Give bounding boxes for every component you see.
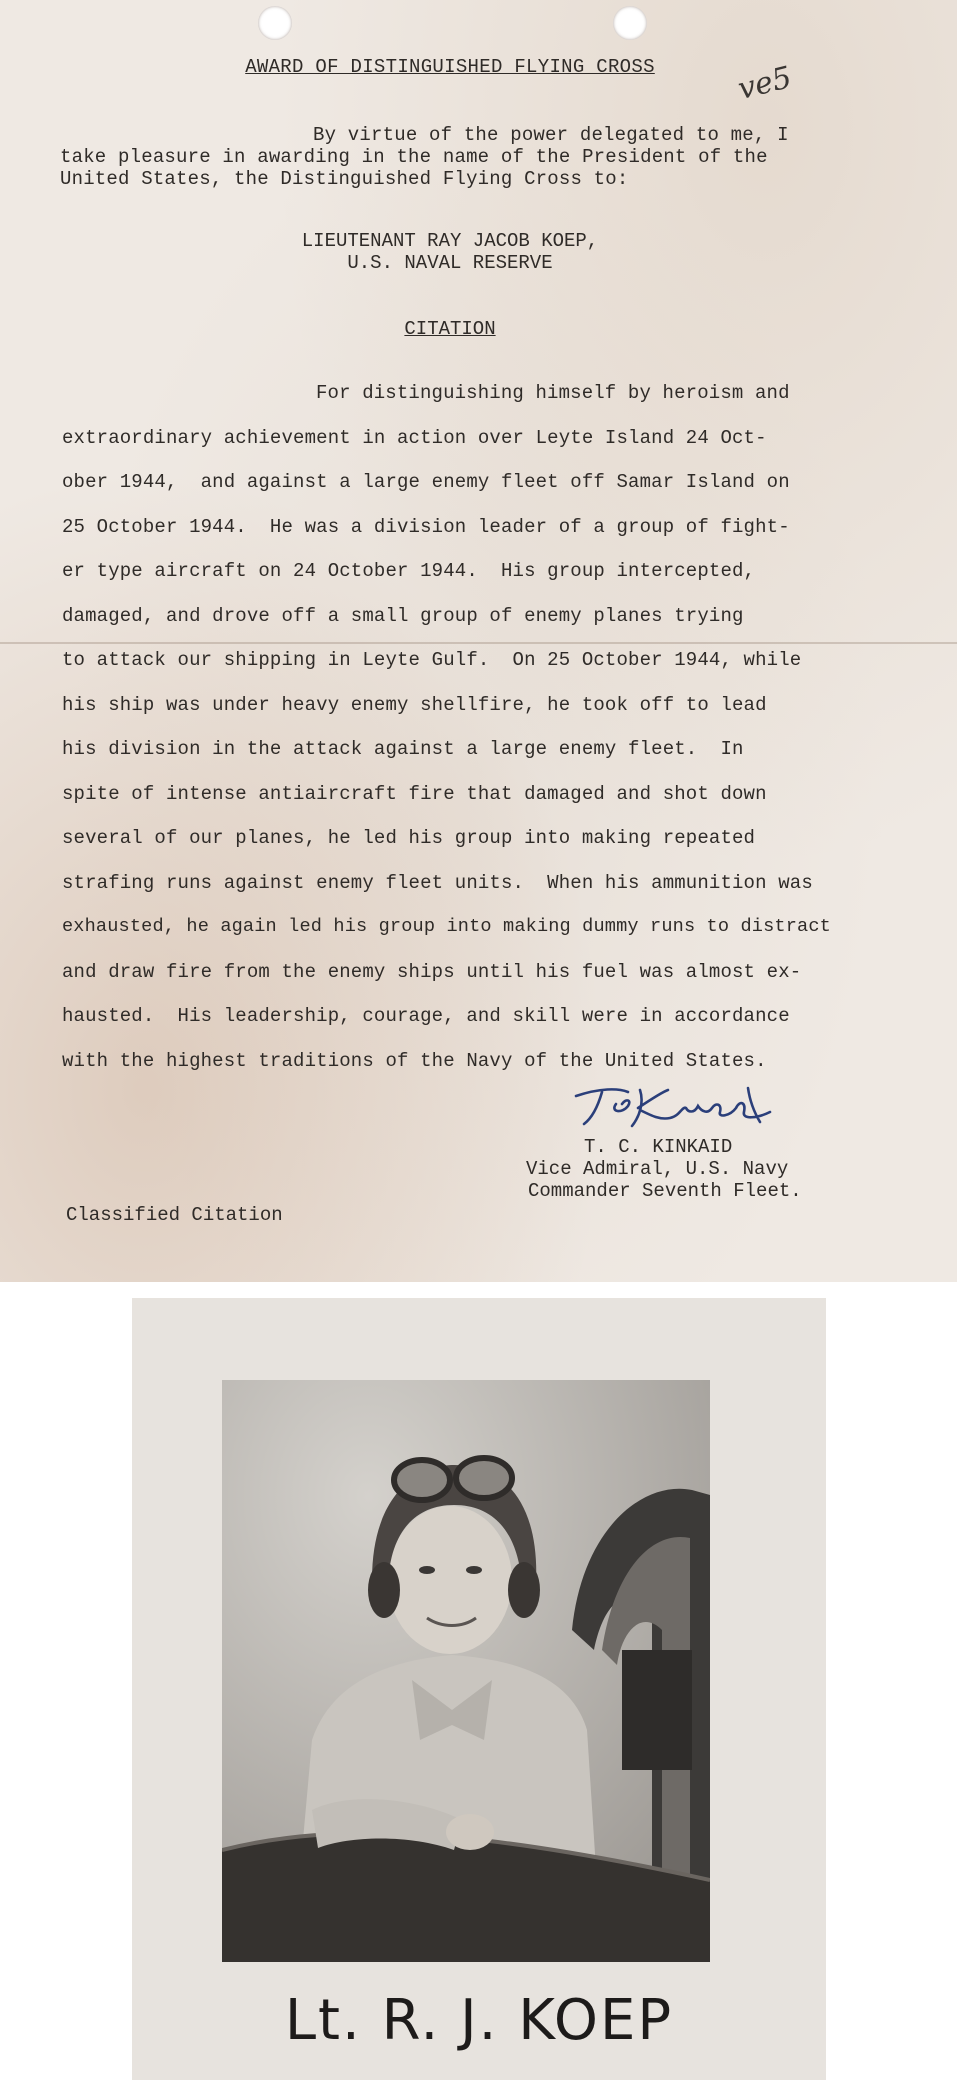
citation-line: exhausted, he again led his group into making dummy runs to distract — [62, 916, 831, 937]
recipient-unit: U.S. NAVAL RESERVE — [347, 252, 553, 274]
citation-line: ober 1944, and against a large enemy fleet off Samar Island on — [62, 471, 790, 493]
citation-line: spite of intense antiaircraft fire that damaged and shot down — [62, 783, 767, 805]
pilot-portrait-photo — [222, 1380, 710, 1962]
intro-line: By virtue of the power delegated to me, I — [313, 124, 789, 146]
pilot-portrait-illustration — [222, 1380, 710, 1962]
citation-line: strafing runs against enemy fleet units. When his ammunition was — [62, 872, 813, 894]
punch-hole-left — [258, 6, 292, 40]
citation-line: 25 October 1944. He was a division leader of a group of fight- — [62, 516, 790, 538]
citation-line: and draw fire from the enemy ships until his fuel was almost ex- — [62, 961, 802, 983]
citation-line: extraordinary achievement in action over Leyte Island 24 Oct- — [62, 427, 767, 449]
citation-line: to attack our shipping in Leyte Gulf. On 25 October 1944, while — [62, 649, 802, 671]
citation-line: his ship was under heavy enemy shellfire, he took off to lead — [62, 694, 767, 716]
signer-command: Commander Seventh Fleet. — [528, 1180, 802, 1202]
intro-line: take pleasure in awarding in the name of the President of the — [60, 146, 768, 168]
handwritten-signature — [570, 1082, 780, 1130]
citation-line: his division in the attack against a large enemy fleet. In — [62, 738, 744, 760]
photo-caption: Lt. R. J. KOEP — [284, 1988, 674, 2053]
document-title: AWARD OF DISTINGUISHED FLYING CROSS — [245, 56, 655, 78]
intro-line: United States, the Distinguished Flying Cross to: — [60, 168, 629, 190]
citation-line: er type aircraft on 24 October 1944. His group intercepted, — [62, 560, 756, 582]
photo-card — [132, 1298, 826, 2080]
citation-line: For distinguishing himself by heroism and — [316, 382, 790, 404]
fold-crease — [0, 642, 957, 644]
signer-rank: Vice Admiral, U.S. Navy — [526, 1158, 789, 1180]
citation-line: damaged, and drove off a small group of enemy planes trying — [62, 605, 744, 627]
signer-name: T. C. KINKAID — [584, 1136, 733, 1158]
citation-heading: CITATION — [404, 318, 496, 340]
citation-line: several of our planes, he led his group into making repeated — [62, 827, 756, 849]
citation-line: hausted. His leadership, courage, and skill were in accordance — [62, 1005, 790, 1027]
punch-hole-right — [613, 6, 647, 40]
classification-label: Classified Citation — [66, 1204, 283, 1226]
citation-line: with the highest traditions of the Navy of the United States. — [62, 1050, 767, 1072]
recipient-name: LIEUTENANT RAY JACOB KOEP, — [301, 230, 599, 252]
handwritten-note: ve5 — [734, 60, 796, 107]
